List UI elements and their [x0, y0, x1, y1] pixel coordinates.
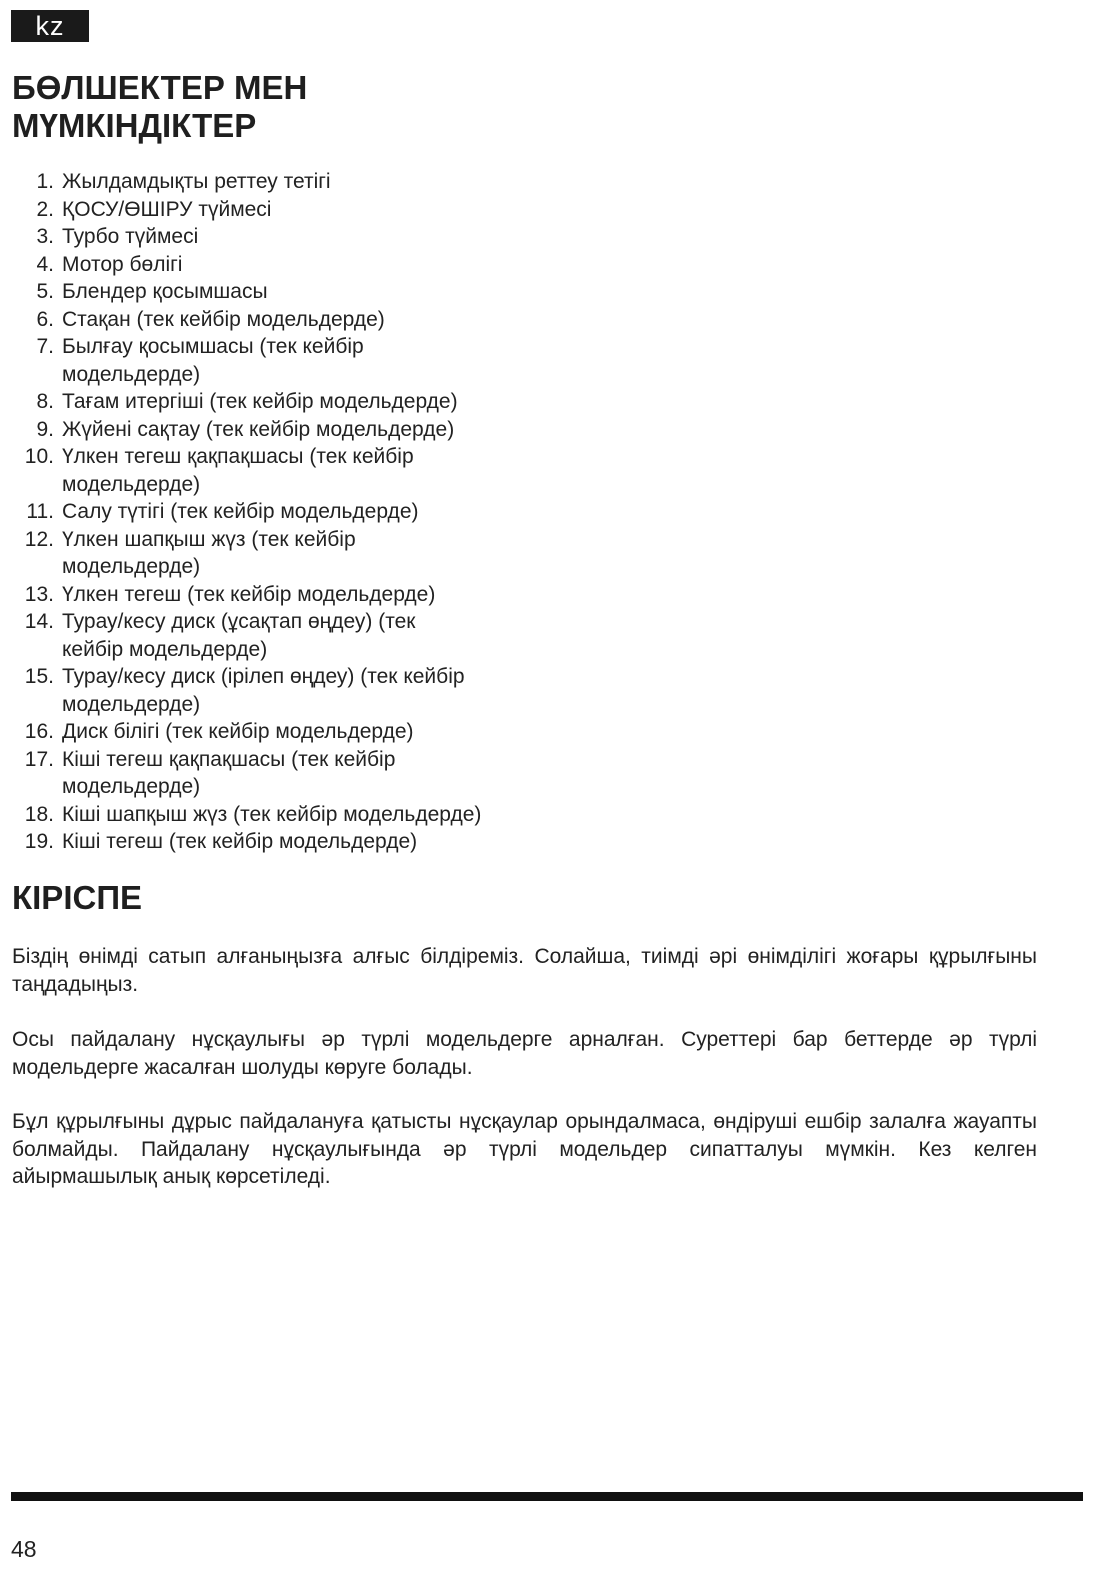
item-number: 9. [36, 417, 54, 441]
intro-paragraph-3: Бұл құрылғыны дұрыс пайдалануға қатысты нұсқаулар орындалмаса, өндіруші ешбір залалға жауапты болмайды. Пайдалану нұсқаулығында әр түрлі модельдер сипатталуы мүмкін. Кез келген айырмашылық анық көрсетіледі. [12, 1110, 1037, 1188]
item-text-line: Кіші шапқыш жүз (тек кейбір модельдерде) [62, 802, 482, 826]
item-text [54, 663, 502, 718]
list-item [12, 801, 502, 829]
list-item [12, 388, 502, 416]
list-item [12, 608, 502, 663]
item-text [54, 526, 502, 581]
item-text-line: Жылдамдықты реттеу тетігі [62, 170, 331, 193]
parts-section-title [12, 69, 307, 145]
item-text-line: кейбір модельдерде) [62, 637, 268, 661]
list-item [12, 526, 502, 581]
item-text [54, 828, 502, 856]
parts-title-line-1: БӨЛШЕКТЕР МЕН [12, 69, 308, 106]
list-item [12, 828, 502, 856]
item-text [54, 196, 502, 224]
item-text-line: модельдерде) [62, 692, 201, 716]
item-number: 18. [24, 802, 54, 826]
item-text [54, 498, 502, 526]
parts-list [12, 168, 502, 856]
list-item [12, 278, 502, 306]
list-item [12, 168, 502, 196]
item-text [54, 581, 502, 609]
item-text-line: ҚОСУ/ӨШІРУ түймесі [62, 197, 272, 221]
item-number: 4. [36, 252, 54, 276]
item-text-line: Мотор бөлігі [62, 252, 183, 276]
item-text-line: Кіші тегеш қақпақшасы (тек кейбір [62, 747, 396, 771]
item-text-line: Салу түтігі (тек кейбір модельдерде) [62, 500, 419, 523]
item-number: 13. [24, 582, 54, 606]
footer-divider [11, 1492, 1083, 1501]
item-text-line: модельдерде) [62, 362, 201, 386]
intro-paragraph-2: Осы пайдалану нұсқаулығы әр түрлі модельдерге арналған. Суреттері бар беттерде әр түрлі модельдерге жасалған шолуды көруге болады. [12, 1028, 1037, 1079]
item-number: 17. [24, 747, 54, 771]
item-text-line: Былғау қосымшасы (тек кейбір [62, 335, 364, 358]
item-number: 11. [26, 500, 54, 523]
item-text [54, 388, 502, 416]
intro-paragraph-1: Біздің өнімді сатып алғаныңызға алғыс білдіреміз. Солайша, тиімді әрі өнімділігі жоғары құрылғыны таңдадыңыз. [12, 945, 1037, 996]
item-text [54, 223, 502, 251]
list-item [12, 498, 502, 526]
item-text [54, 251, 502, 279]
list-item [12, 718, 502, 746]
item-text-line: Стақан (тек кейбір модельдерде) [62, 307, 385, 331]
list-item [12, 196, 502, 224]
item-text-line: Турау/кесу диск (ірілеп өңдеу) (тек кейбір [62, 665, 465, 688]
item-text-line: Диск білігі (тек кейбір модельдерде) [62, 720, 414, 743]
item-text [54, 306, 502, 334]
item-text [54, 801, 502, 829]
item-text [54, 608, 502, 663]
item-text-line: Үлкен шапқыш жүз (тек кейбір [62, 527, 356, 551]
list-item [12, 306, 502, 334]
item-text-line: Тағам итергіші (тек кейбір модельдерде) [62, 390, 458, 413]
item-text-line: Үлкен тегеш қақпақшасы (тек кейбір [62, 445, 414, 468]
item-text-line: модельдерде) [62, 555, 201, 578]
list-item [12, 416, 502, 444]
item-text-line: Блендер қосымшасы [62, 280, 268, 303]
list-item [12, 333, 502, 388]
item-number: 3. [36, 225, 54, 248]
item-number: 5. [36, 280, 54, 303]
item-number: 19. [24, 830, 54, 853]
parts-title-line-2: МҮМКІНДІКТЕР [12, 107, 257, 144]
item-text-line: Турбо түймесі [62, 225, 199, 248]
item-number: 16. [24, 720, 54, 743]
list-item [12, 746, 502, 801]
item-text-line: модельдерде) [62, 775, 201, 798]
item-text [54, 278, 502, 306]
page-number: 48 [11, 1536, 37, 1562]
list-item [12, 223, 502, 251]
item-number: 7. [36, 335, 54, 358]
list-item [12, 443, 502, 498]
item-text [54, 416, 502, 444]
item-text [54, 168, 502, 196]
item-text [54, 746, 502, 801]
item-number: 14. [24, 610, 54, 633]
intro-section-title: КІРІСПЕ [12, 879, 143, 916]
item-number: 6. [36, 307, 54, 331]
item-text-line: Кіші тегеш (тек кейбір модельдерде) [62, 830, 418, 853]
item-text [54, 718, 502, 746]
item-number: 2. [36, 197, 54, 221]
item-text-line: Үлкен тегеш (тек кейбір модельдерде) [62, 582, 436, 606]
item-text [54, 443, 502, 498]
item-text-line: Жүйені сақтау (тек кейбір модельдерде) [62, 417, 455, 441]
item-text-line: модельдерде) [62, 472, 201, 496]
item-number: 15. [24, 665, 54, 688]
list-item [12, 251, 502, 279]
language-badge: kz [11, 10, 89, 42]
item-number: 12. [24, 527, 54, 551]
item-number: 8. [36, 390, 54, 413]
list-item [12, 581, 502, 609]
item-number: 10. [24, 445, 54, 468]
list-item [12, 663, 502, 718]
item-text [54, 333, 502, 388]
item-number: 1. [36, 170, 54, 193]
item-text-line: Турау/кесу диск (ұсақтап өңдеу) (тек [62, 610, 416, 633]
